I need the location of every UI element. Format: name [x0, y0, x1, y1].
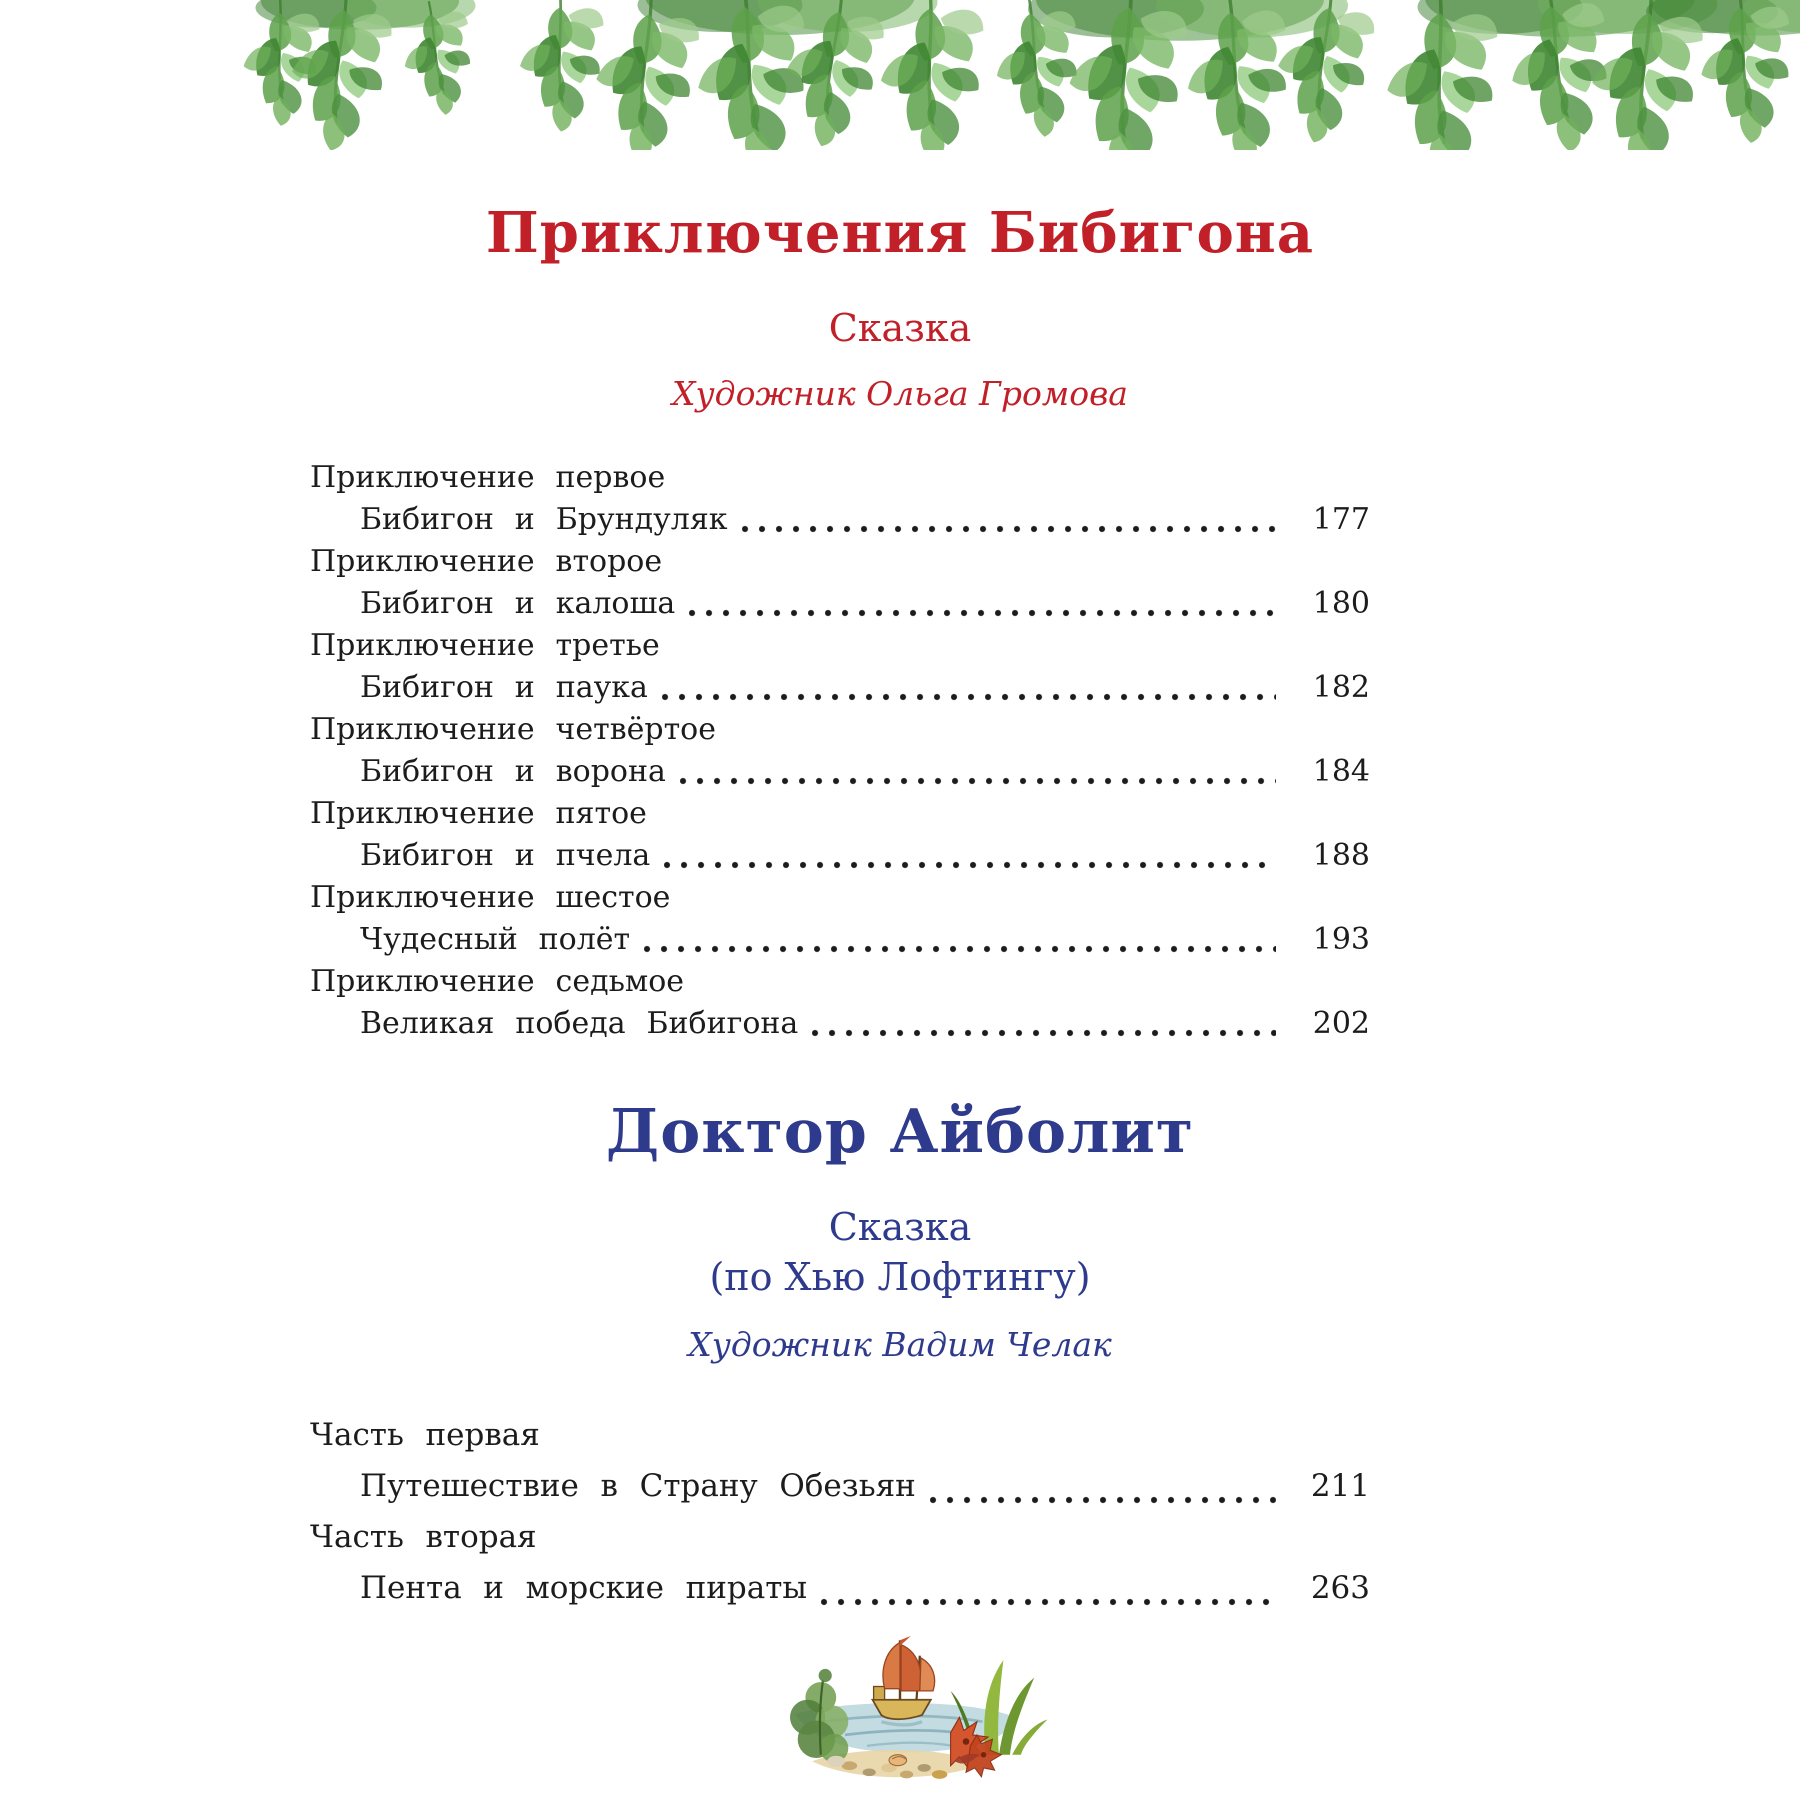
toc-entry-heading: Приключение шестое: [310, 880, 671, 915]
section2-subtitle-source: (по Хью Лофтингу): [709, 1255, 1091, 1299]
toc-entry-heading: Приключение второе: [310, 544, 663, 579]
toc-entry-page: 202: [1312, 1006, 1370, 1041]
toc-entry-title: Бибигон и пчела: [360, 838, 651, 873]
toc-entry-page: 193: [1312, 922, 1370, 957]
toc-entry-title: Бибигон и калоша: [360, 586, 676, 621]
section2-artist: Художник Вадим Челак: [688, 1325, 1112, 1364]
dot-leader: [664, 861, 1276, 870]
section1-subtitle: Сказка: [828, 306, 972, 350]
bottom-illustration-container: [0, 1630, 1800, 1800]
toc-entry-heading: Приключение третье: [310, 628, 660, 663]
section2-subtitle: Сказка: [828, 1205, 972, 1249]
toc-entry: [310, 1512, 1370, 1614]
toc-entry-title: Бибигон и Брундуляк: [360, 502, 728, 537]
toc-entry: [310, 961, 1370, 1045]
toc-entry-title: Чудесный полёт: [360, 922, 631, 957]
toc-entry: [310, 625, 1370, 709]
dot-leader: [742, 525, 1277, 534]
toc-entry-page: 211: [1310, 1468, 1370, 1504]
toc-entry: [310, 877, 1370, 961]
toc-entry-title: Великая победа Бибигона: [360, 1006, 799, 1041]
toc-entry: [310, 457, 1370, 541]
foliage-decoration: [0, 0, 1800, 150]
toc-entry: [310, 1410, 1370, 1512]
toc-entry-title: Бибигон и ворона: [360, 754, 666, 789]
toc-entry-heading: Приключение пятое: [310, 796, 647, 831]
toc-entry: [310, 541, 1370, 625]
toc-entry-title: Бибигон и паука: [360, 670, 648, 705]
toc-entry-title: Пента и морские пираты: [360, 1570, 808, 1606]
toc-section1: [310, 457, 1370, 1045]
dot-leader: [821, 1598, 1276, 1607]
dot-leader: [662, 693, 1276, 702]
section2-title: Доктор Айболит: [605, 1097, 1195, 1167]
toc-entry-heading: Приключение четвёртое: [310, 712, 716, 747]
dot-leader: [689, 609, 1276, 618]
toc-entry-heading: Приключение седьмое: [310, 964, 685, 999]
dot-leader: [680, 777, 1276, 786]
toc-entry-page: 263: [1310, 1570, 1370, 1606]
dot-leader: [930, 1496, 1276, 1505]
toc-entry-heading: Часть вторая: [310, 1519, 537, 1555]
toc-entry-page: 180: [1312, 586, 1370, 621]
toc-entry-title: Путешествие в Страну Обезьян: [360, 1468, 916, 1504]
section1-title: Приключения Бибигона: [485, 200, 1315, 266]
dot-leader: [644, 945, 1276, 954]
section1-artist: Художник Ольга Громова: [672, 374, 1128, 413]
toc-entry-page: 184: [1312, 754, 1370, 789]
dot-leader: [812, 1029, 1276, 1038]
toc-entry-page: 182: [1312, 670, 1370, 705]
toc-entry-page: 177: [1312, 502, 1370, 537]
toc-section2: [310, 1410, 1370, 1614]
toc-entry: [310, 709, 1370, 793]
toc-entry-page: 188: [1312, 838, 1370, 873]
toc-entry-heading: Приключение первое: [310, 460, 666, 495]
ship-seashore-illustration: [735, 1630, 1065, 1800]
toc-entry: [310, 793, 1370, 877]
toc-entry-heading: Часть первая: [310, 1417, 540, 1453]
